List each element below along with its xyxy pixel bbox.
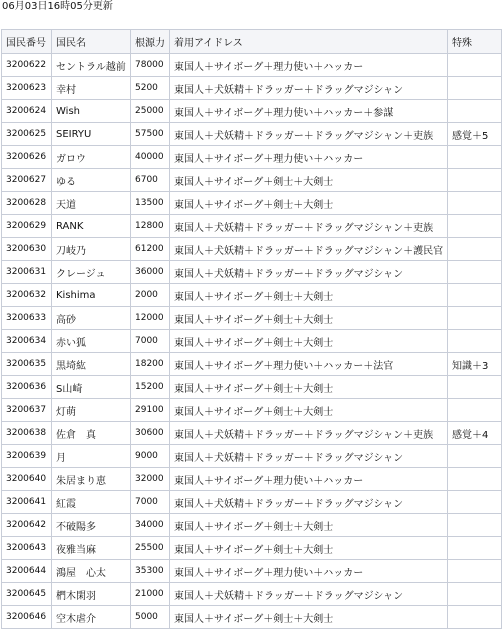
cell-source-power: 34000 xyxy=(131,514,170,537)
cell-citizen-name: セントラル越前 xyxy=(52,54,131,77)
cell-citizen-name: 灯萌 xyxy=(52,399,131,422)
cell-citizen-name: 黒埼紘 xyxy=(52,353,131,376)
cell-source-power: 30600 xyxy=(131,422,170,445)
cell-citizen-id: 3200640 xyxy=(2,468,52,491)
cell-worn-idress: 東国人＋サイボーグ＋理力使い＋ハッカー xyxy=(170,146,448,169)
cell-citizen-id: 3200645 xyxy=(2,583,52,606)
cell-citizen-id: 3200646 xyxy=(2,606,52,629)
cell-citizen-id: 3200623 xyxy=(2,77,52,100)
cell-special: 知識＋3 xyxy=(448,353,502,376)
table-row xyxy=(2,123,502,146)
cell-citizen-name: 空木虐介 xyxy=(52,606,131,629)
cell-source-power: 78000 xyxy=(131,54,170,77)
cell-source-power: 2000 xyxy=(131,284,170,307)
cell-citizen-name: 椚木閑羽 xyxy=(52,583,131,606)
cell-special xyxy=(448,215,502,238)
cell-citizen-id: 3200622 xyxy=(2,54,52,77)
cell-source-power: 5200 xyxy=(131,77,170,100)
cell-source-power: 29100 xyxy=(131,399,170,422)
cell-special xyxy=(448,583,502,606)
table-row xyxy=(2,330,502,353)
cell-worn-idress: 東国人＋犬妖精＋ドラッガー＋ドラッグマジシャン＋吏族 xyxy=(170,123,448,146)
cell-citizen-name: ゆる xyxy=(52,169,131,192)
cell-citizen-name: 不破陽多 xyxy=(52,514,131,537)
table-row xyxy=(2,146,502,169)
cell-citizen-id: 3200629 xyxy=(2,215,52,238)
cell-citizen-id: 3200624 xyxy=(2,100,52,123)
cell-special: 感覚＋5 xyxy=(448,123,502,146)
cell-citizen-id: 3200637 xyxy=(2,399,52,422)
cell-worn-idress: 東国人＋犬妖精＋ドラッガー＋ドラッグマジシャン＋護民官 xyxy=(170,238,448,261)
cell-source-power: 21000 xyxy=(131,583,170,606)
cell-worn-idress: 東国人＋サイボーグ＋剣士＋大剣士 xyxy=(170,514,448,537)
cell-worn-idress: 東国人＋サイボーグ＋剣士＋大剣士 xyxy=(170,192,448,215)
cell-special xyxy=(448,399,502,422)
cell-worn-idress: 東国人＋サイボーグ＋理力使い＋ハッカー＋法官 xyxy=(170,353,448,376)
table-row xyxy=(2,353,502,376)
cell-worn-idress: 東国人＋犬妖精＋ドラッガー＋ドラッグマジシャン＋吏族 xyxy=(170,215,448,238)
cell-special xyxy=(448,169,502,192)
table-row xyxy=(2,215,502,238)
header-citizen-id: 国民番号 xyxy=(2,30,52,54)
cell-worn-idress: 東国人＋サイボーグ＋剣士＋大剣士 xyxy=(170,284,448,307)
cell-worn-idress: 東国人＋サイボーグ＋剣士＋大剣士 xyxy=(170,399,448,422)
table-row xyxy=(2,284,502,307)
cell-special xyxy=(448,261,502,284)
cell-citizen-id: 3200642 xyxy=(2,514,52,537)
cell-source-power: 9000 xyxy=(131,445,170,468)
cell-special xyxy=(448,192,502,215)
cell-worn-idress: 東国人＋サイボーグ＋理力使い＋ハッカー xyxy=(170,54,448,77)
cell-special xyxy=(448,537,502,560)
table-body xyxy=(2,54,502,629)
cell-citizen-name: Kishima xyxy=(52,284,131,307)
cell-citizen-name: 夜雅当麻 xyxy=(52,537,131,560)
cell-special xyxy=(448,560,502,583)
table-row xyxy=(2,77,502,100)
table-row xyxy=(2,422,502,445)
table-row xyxy=(2,307,502,330)
table-row xyxy=(2,399,502,422)
cell-worn-idress: 東国人＋サイボーグ＋剣士＋大剣士 xyxy=(170,169,448,192)
cell-worn-idress: 東国人＋犬妖精＋ドラッガー＋ドラッグマジシャン xyxy=(170,583,448,606)
cell-worn-idress: 東国人＋サイボーグ＋剣士＋大剣士 xyxy=(170,537,448,560)
cell-source-power: 7000 xyxy=(131,491,170,514)
cell-source-power: 18200 xyxy=(131,353,170,376)
header-special: 特殊 xyxy=(448,30,502,54)
table-row xyxy=(2,100,502,123)
cell-citizen-name: 朱居まり恵 xyxy=(52,468,131,491)
cell-worn-idress: 東国人＋犬妖精＋ドラッガー＋ドラッグマジシャン xyxy=(170,77,448,100)
cell-source-power: 25500 xyxy=(131,537,170,560)
cell-citizen-id: 3200628 xyxy=(2,192,52,215)
table-row xyxy=(2,583,502,606)
cell-source-power: 6700 xyxy=(131,169,170,192)
cell-source-power: 15200 xyxy=(131,376,170,399)
table-row xyxy=(2,537,502,560)
cell-citizen-id: 3200638 xyxy=(2,422,52,445)
cell-source-power: 40000 xyxy=(131,146,170,169)
table-row xyxy=(2,606,502,629)
cell-special xyxy=(448,514,502,537)
cell-worn-idress: 東国人＋犬妖精＋ドラッガー＋ドラッグマジシャン＋吏族 xyxy=(170,422,448,445)
cell-source-power: 32000 xyxy=(131,468,170,491)
cell-citizen-id: 3200631 xyxy=(2,261,52,284)
table-row xyxy=(2,192,502,215)
cell-citizen-id: 3200644 xyxy=(2,560,52,583)
last-updated-text: 06月03日16時05分更新 xyxy=(2,1,113,12)
header-citizen-name: 国民名 xyxy=(52,30,131,54)
cell-citizen-id: 3200630 xyxy=(2,238,52,261)
cell-citizen-name: RANK xyxy=(52,215,131,238)
cell-source-power: 36000 xyxy=(131,261,170,284)
cell-citizen-id: 3200636 xyxy=(2,376,52,399)
cell-citizen-id: 3200625 xyxy=(2,123,52,146)
cell-source-power: 35300 xyxy=(131,560,170,583)
table-row xyxy=(2,491,502,514)
table-row xyxy=(2,445,502,468)
table-row xyxy=(2,54,502,77)
cell-citizen-name: S山崎 xyxy=(52,376,131,399)
cell-worn-idress: 東国人＋犬妖精＋ドラッガー＋ドラッグマジシャン xyxy=(170,445,448,468)
cell-citizen-id: 3200641 xyxy=(2,491,52,514)
cell-special xyxy=(448,284,502,307)
cell-special xyxy=(448,77,502,100)
cell-special xyxy=(448,238,502,261)
table-row xyxy=(2,261,502,284)
cell-citizen-id: 3200635 xyxy=(2,353,52,376)
cell-source-power: 5000 xyxy=(131,606,170,629)
cell-special xyxy=(448,307,502,330)
table-header-row xyxy=(2,30,502,54)
cell-citizen-name: 月 xyxy=(52,445,131,468)
table-row xyxy=(2,514,502,537)
citizen-roster-table xyxy=(1,29,502,629)
cell-citizen-name: Wish xyxy=(52,100,131,123)
cell-citizen-name: 高砂 xyxy=(52,307,131,330)
cell-citizen-name: クレージュ xyxy=(52,261,131,284)
header-worn-idress: 着用アイドレス xyxy=(170,30,448,54)
cell-special xyxy=(448,100,502,123)
cell-citizen-name: ガロウ xyxy=(52,146,131,169)
cell-worn-idress: 東国人＋サイボーグ＋理力使い＋ハッカー xyxy=(170,560,448,583)
cell-worn-idress: 東国人＋犬妖精＋ドラッガー＋ドラッグマジシャン xyxy=(170,491,448,514)
cell-citizen-id: 3200643 xyxy=(2,537,52,560)
cell-citizen-id: 3200626 xyxy=(2,146,52,169)
table-row xyxy=(2,169,502,192)
cell-citizen-id: 3200633 xyxy=(2,307,52,330)
cell-worn-idress: 東国人＋サイボーグ＋理力使い＋ハッカー xyxy=(170,468,448,491)
cell-citizen-id: 3200627 xyxy=(2,169,52,192)
cell-source-power: 13500 xyxy=(131,192,170,215)
cell-special xyxy=(448,330,502,353)
cell-citizen-name: 刀岐乃 xyxy=(52,238,131,261)
cell-citizen-name: 鴻屋 心太 xyxy=(52,560,131,583)
cell-special xyxy=(448,491,502,514)
cell-citizen-name: 紅霞 xyxy=(52,491,131,514)
header-source-power: 根源力 xyxy=(131,30,170,54)
cell-worn-idress: 東国人＋犬妖精＋ドラッガー＋ドラッグマジシャン xyxy=(170,261,448,284)
cell-citizen-name: 天道 xyxy=(52,192,131,215)
table-row xyxy=(2,560,502,583)
cell-special: 感覚＋4 xyxy=(448,422,502,445)
cell-citizen-name: 佐倉 真 xyxy=(52,422,131,445)
cell-citizen-name: SEIRYU xyxy=(52,123,131,146)
cell-citizen-name: 赤い狐 xyxy=(52,330,131,353)
cell-citizen-name: 幸村 xyxy=(52,77,131,100)
cell-source-power: 57500 xyxy=(131,123,170,146)
cell-citizen-id: 3200632 xyxy=(2,284,52,307)
table-row xyxy=(2,238,502,261)
cell-worn-idress: 東国人＋サイボーグ＋剣士＋大剣士 xyxy=(170,376,448,399)
cell-worn-idress: 東国人＋サイボーグ＋剣士＋大剣士 xyxy=(170,307,448,330)
table-row xyxy=(2,468,502,491)
cell-special xyxy=(448,445,502,468)
cell-citizen-id: 3200634 xyxy=(2,330,52,353)
cell-worn-idress: 東国人＋サイボーグ＋剣士＋大剣士 xyxy=(170,606,448,629)
cell-source-power: 12800 xyxy=(131,215,170,238)
cell-special xyxy=(448,54,502,77)
cell-source-power: 7000 xyxy=(131,330,170,353)
cell-worn-idress: 東国人＋サイボーグ＋剣士＋大剣士 xyxy=(170,330,448,353)
cell-worn-idress: 東国人＋サイボーグ＋理力使い＋ハッカー＋参謀 xyxy=(170,100,448,123)
cell-source-power: 12000 xyxy=(131,307,170,330)
cell-source-power: 25000 xyxy=(131,100,170,123)
table-row xyxy=(2,376,502,399)
cell-special xyxy=(448,146,502,169)
cell-citizen-id: 3200639 xyxy=(2,445,52,468)
cell-special xyxy=(448,468,502,491)
cell-special xyxy=(448,606,502,629)
cell-source-power: 61200 xyxy=(131,238,170,261)
cell-special xyxy=(448,376,502,399)
